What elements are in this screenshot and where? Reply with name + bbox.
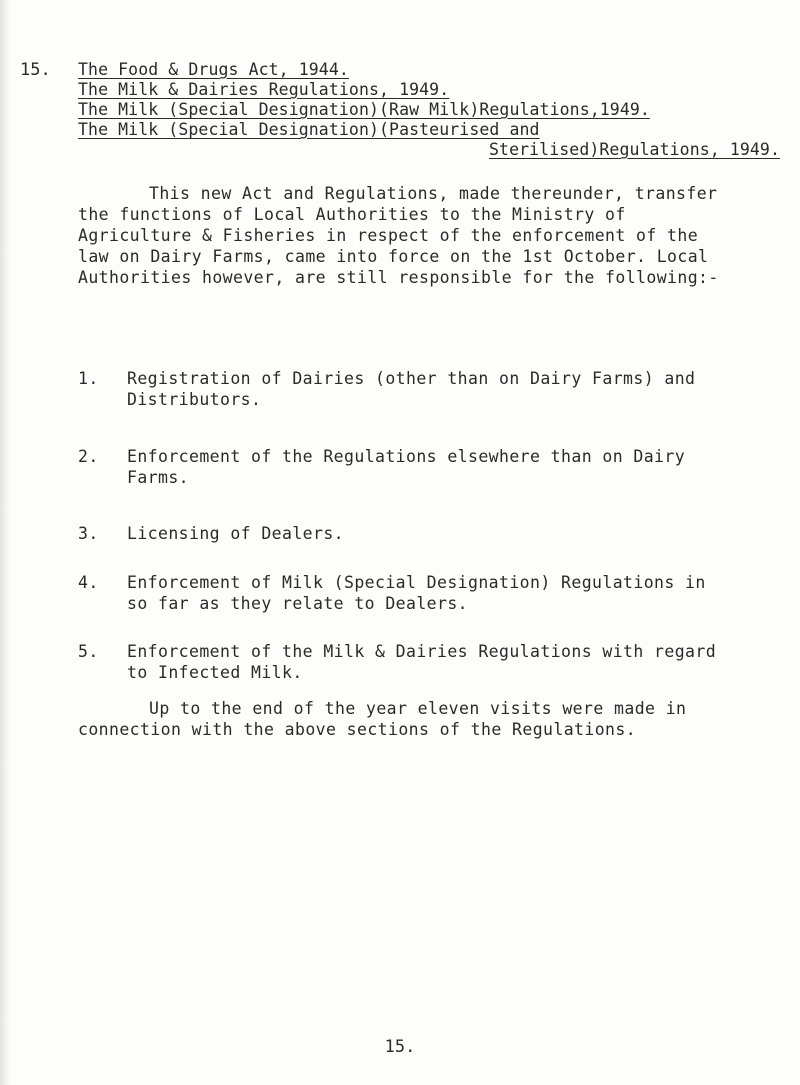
list-item-text: Licensing of Dealers. [127, 524, 345, 543]
list-item-text: Registration of Dairies (other than on Dairy Farms) and Distributors. [127, 369, 696, 409]
page-number: 15. [384, 1037, 416, 1057]
closing-paragraph: Up to the end of the year eleven visits were made in connection with the above sections of the Regulations. [78, 699, 687, 739]
heading-block [78, 60, 800, 160]
list-item [78, 446, 728, 488]
list-item-text: Enforcement of the Milk & Dairies Regulations with regard to Infected Milk. [127, 642, 717, 682]
scan-edge-shadow [0, 0, 10, 1085]
heading-text-2: The Milk & Dairies Regulations, 1949. [78, 80, 450, 99]
list-item-text: Enforcement of the Regulations elsewhere than on Dairy Farms. [127, 447, 686, 487]
heading-line-1 [78, 60, 800, 80]
heading-text-5: Sterilised)Regulations, 1949. [489, 140, 780, 159]
list-item [78, 641, 728, 683]
heading-line-5 [78, 140, 800, 160]
list-item [78, 368, 728, 410]
list-item-number: 2. [78, 447, 99, 466]
list-item-number: 1. [78, 369, 99, 388]
heading-text-3: The Milk (Special Designation)(Raw Milk)Regulations,1949. [78, 100, 650, 119]
list-item [78, 572, 728, 614]
heading-line-3 [78, 100, 800, 120]
heading-line-4 [78, 120, 800, 140]
list-item-number: 5. [78, 642, 99, 661]
list-item-number: 4. [78, 573, 99, 592]
heading-text-4: The Milk (Special Designation)(Pasteurised and [78, 120, 540, 139]
heading-text-1: The Food & Drugs Act, 1944. [78, 60, 349, 79]
intro-paragraph: This new Act and Regulations, made thereunder, transfer the functions of Local Authorities to the Ministry of Agriculture & Fisheries in respect of the enforcement of the law on Dairy Farms, came into force on the 1st October. Local Authorities however, are still responsible for the following:- [78, 184, 719, 287]
list-item-number: 3. [78, 524, 99, 543]
list-item-text: Enforcement of Milk (Special Designation) Regulations in so far as they relate to Dealers. [127, 573, 706, 613]
heading-line-2 [78, 80, 800, 100]
section-number: 15. [20, 60, 51, 80]
list-item [78, 523, 728, 544]
